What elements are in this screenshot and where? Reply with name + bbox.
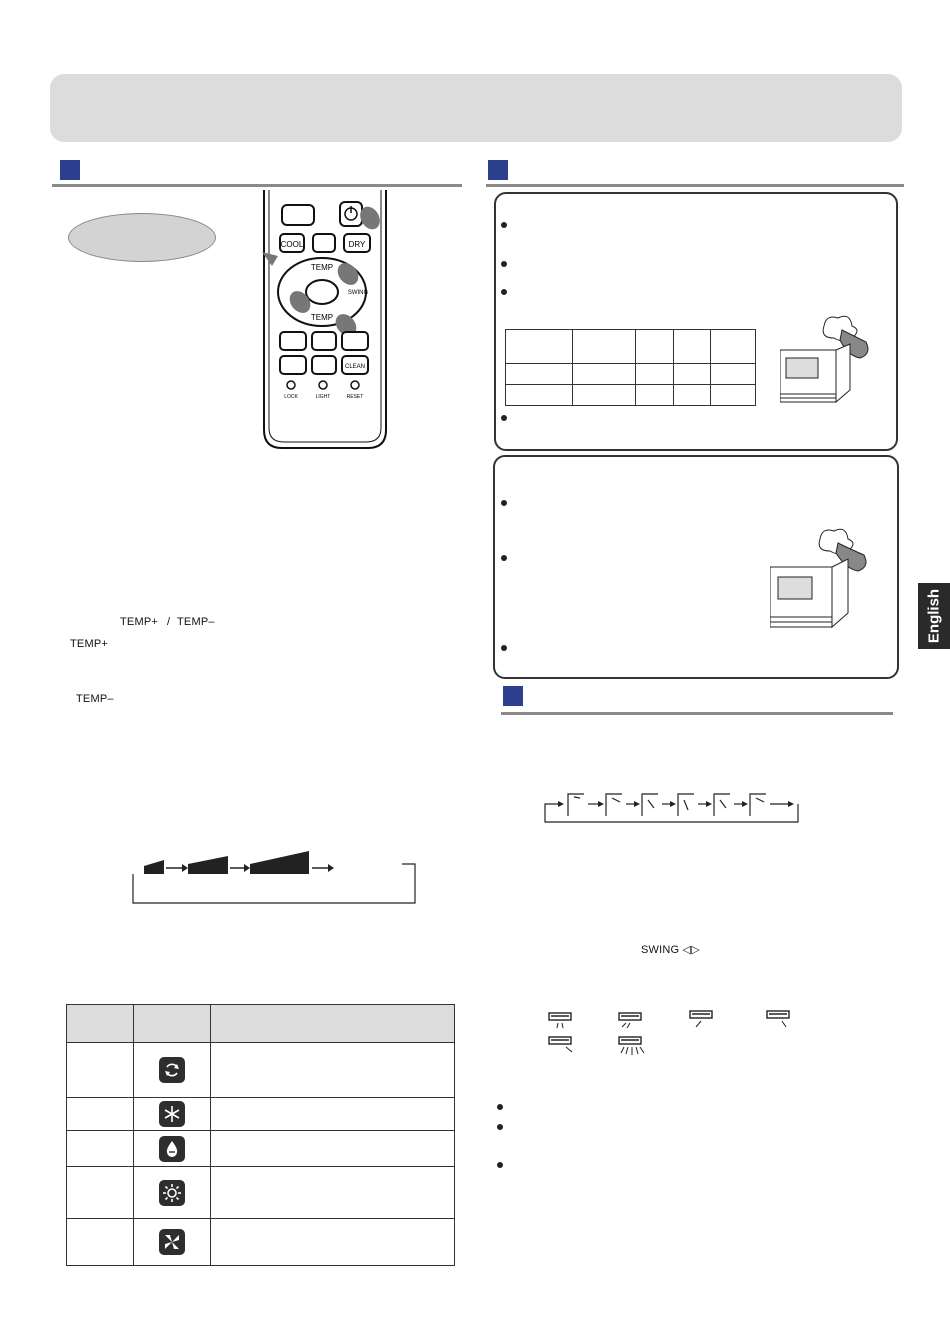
table-row [506, 330, 756, 364]
bullet [501, 415, 507, 421]
louver-position-icon [618, 1012, 644, 1030]
bullet [501, 261, 507, 267]
table-row [67, 1219, 455, 1266]
swing-label [641, 943, 700, 956]
fan-speed-high-icon [250, 851, 309, 874]
bullet [497, 1124, 503, 1130]
remote-temp-down-label: TEMP [310, 313, 334, 322]
table-row [506, 364, 756, 385]
auto-icon [159, 1057, 185, 1083]
louver-swing-icon [618, 1036, 646, 1058]
language-tab-label: English [925, 588, 943, 644]
remote-lock-label: LOCK [284, 394, 298, 400]
remote-dry-label: DRY [348, 240, 366, 249]
louver-position-icon [766, 1010, 792, 1030]
louver-position-icon [548, 1012, 572, 1030]
bullet [497, 1162, 503, 1168]
ac-unit-illustration-2 [770, 525, 874, 631]
remote-light-label: LIGHT [315, 394, 331, 400]
bullet [501, 645, 507, 651]
section-rule-right [486, 184, 904, 187]
remote-reset-label: RESET [346, 394, 364, 400]
temp-separator: / [167, 616, 171, 628]
section-rule-swing [501, 712, 893, 715]
fan-speed-mid-icon [188, 856, 228, 874]
header-banner [50, 74, 902, 142]
section-marker-right [488, 160, 508, 180]
louver-position-icon [689, 1010, 715, 1030]
louver-position-icon [548, 1036, 574, 1056]
language-tab [918, 583, 950, 649]
temp-minus-label: TEMP– [177, 616, 215, 628]
table-row [67, 1131, 455, 1167]
section-marker-left [60, 160, 80, 180]
louver-cycle-diagram [544, 790, 802, 824]
remote-clean-label: CLEAN [344, 364, 366, 370]
table-row [506, 385, 756, 406]
table-row [67, 1043, 455, 1098]
table-row [67, 1098, 455, 1131]
label-oval [68, 213, 216, 262]
remote-control-illustration [258, 190, 392, 460]
table-row [67, 1167, 455, 1219]
remote-cool-label: COOL [280, 240, 304, 249]
ac-unit-illustration-1 [780, 310, 872, 410]
remote-swing-label: SWING [347, 290, 369, 296]
fan-icon [159, 1229, 185, 1255]
temp-plus-label-2: TEMP+ [70, 638, 108, 650]
table-header-row [67, 1005, 455, 1043]
swing-left-right-icon: ◁▷ [682, 944, 700, 956]
cool-icon [159, 1101, 185, 1127]
swing-label-text: SWING [641, 944, 680, 956]
mode-table [66, 1004, 455, 1266]
remote-control-drawing [258, 190, 392, 460]
temp-minus-label-2: TEMP– [76, 693, 114, 705]
fan-speed-low-icon [144, 860, 164, 874]
remote-temp-up-label: TEMP [310, 263, 334, 272]
section-marker-swing [503, 686, 523, 706]
bullet [501, 289, 507, 295]
bullet [497, 1104, 503, 1110]
dry-icon [159, 1136, 185, 1162]
section-rule-left [52, 184, 462, 187]
settings-table [505, 329, 756, 406]
bullet [501, 222, 507, 228]
temp-plus-label: TEMP+ [120, 616, 158, 628]
fan-speed-cycle-diagram [132, 850, 418, 906]
bullet [501, 555, 507, 561]
bullet [501, 500, 507, 506]
heat-icon [159, 1180, 185, 1206]
